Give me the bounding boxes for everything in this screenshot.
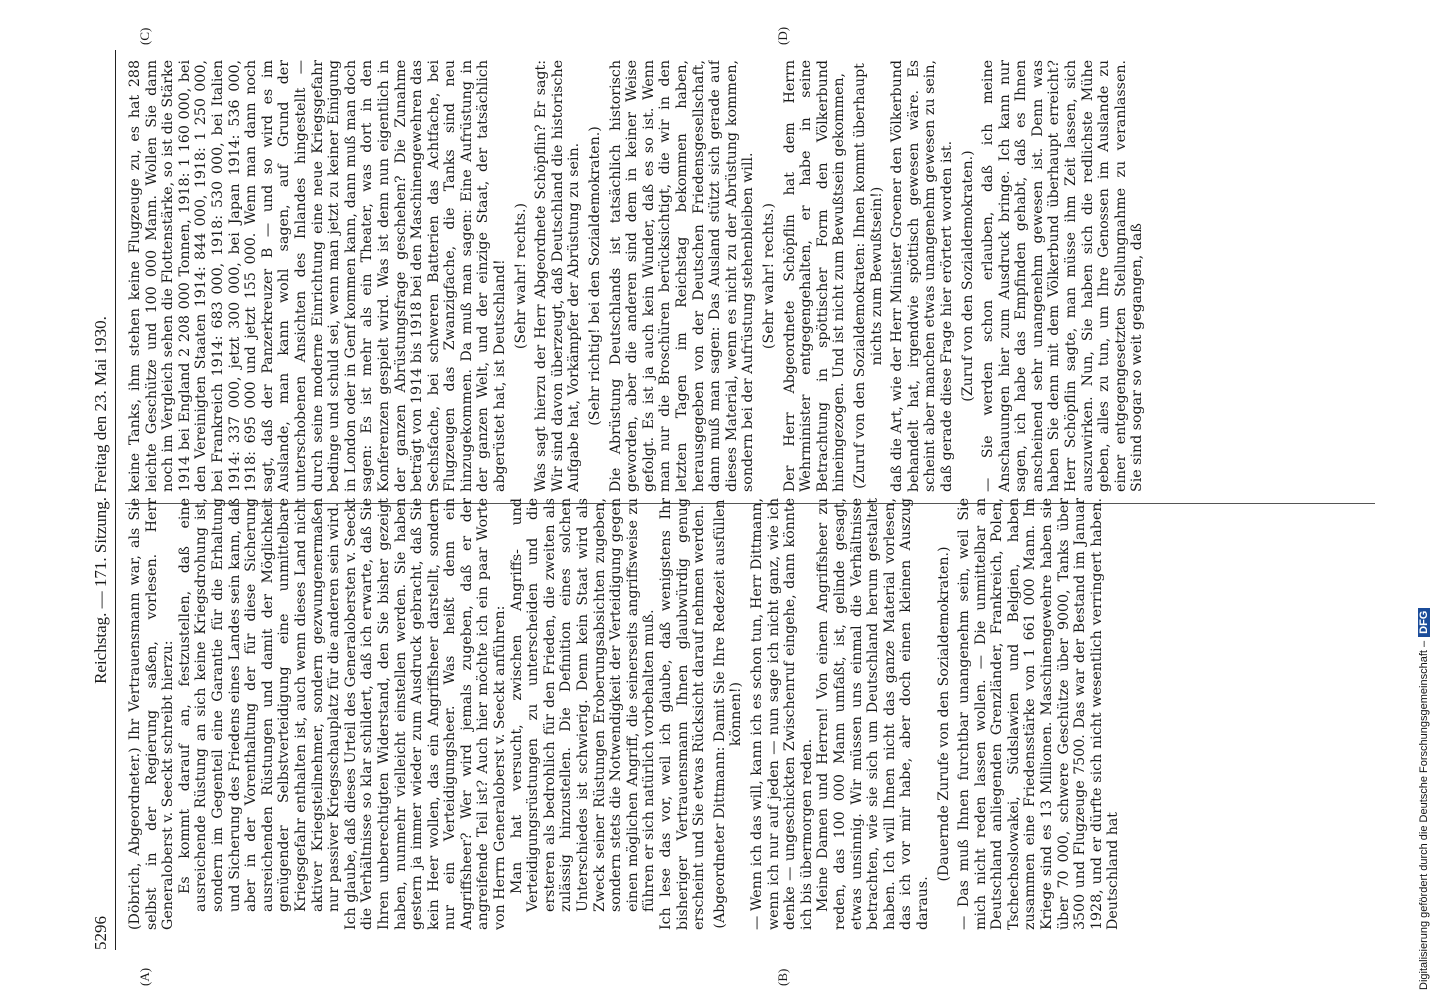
digitization-credit-strip [1418, 0, 1434, 1000]
margin-mark-a: (A) [137, 967, 152, 986]
margin-mark-c: (C) [137, 27, 152, 45]
rotated-document-page [85, 26, 1395, 986]
paragraph: Meine Damen und Herren! Von einem Angriffsheer zu reden, das 100 000 Mann umfaßt, ist, gelinde gesagt, etwas unsinnig. Wir müssen uns einmal die Verhältnisse betrachten, wie sie sich um Deutschland herum gestaltet haben. Ich will Ihnen nicht das ganze Material vorlesen, das ich vor mir habe, aber doch einen kleinen Auszug daraus. [815, 498, 931, 930]
interjection: (Abgeordneter Dittmann: Damit Sie Ihre Redezeit ausfüllen können!) [711, 499, 745, 929]
interjection: (Zuruf von den Sozialdemokraten.) [959, 150, 976, 402]
quotation: Es kommt darauf an, festzustellen, daß eine ausreichende Rüstung an sich keine Kriegsdrohung ist, sondern im Gegenteil eine Garantie für die Erhaltung und Sicherung des Friedens eines Landes sein kann, daß aber in der Vorenthaltung der für diese Sicherung ausreichenden Rüstungen und damit der Möglichkeit genügender Selbstverteidigung eine unmittelbare Kriegsgefahr enthalten ist, auch wenn dieses Land nicht aktiver Kriegsteilnehmer, sondern gezwungenermaßen nur passiver Kriegsschauplatz für die anderen sein wird. [176, 498, 343, 912]
paragraph: Der Herr Abgeordnete Schöpflin hat dem Herrn Wehrminister entgegengehalten, er habe in seine Betrachtung in spöttischer Form den Völkerbund hineingezogen. Und ist nicht zum Bewußtsein gekommen, [781, 60, 848, 492]
paragraph: — Das muß Ihnen furchtbar unangenehm sein, weil Sie mich nicht reden lassen wollen. — Die unmittelbar an Deutschland anliegenden Grenzländer, Frankreich, Polen, Tschechoslowakei, Südslawien und Belgien, haben zusammen eine Friedensstärke von 1 661 000 Mann. Im Kriege sind es 13 Millionen. Maschinengewehre haben sie über 70 000, schwere Geschütze über 9000, Tanks über 3500 und Flugzeuge 7500. Das war der Bestand im Januar 1928, und er dürfte sich nicht wesentlich verringert haben. Deutschland hat [956, 498, 1122, 930]
paragraph: — Wenn ich das will, kann ich es schon tun, Herr Dittmann, wenn ich nur auf jeden — nun sage ich nicht ganz, wie ich denke — ungeschickten Zwischenruf eingehe, dann könnte ich bis übermorgen reden. [748, 498, 815, 930]
page-number: 5296 [91, 916, 110, 950]
paragraph: Ich lese das vor, weil ich glaube, daß wenigstens Ihr bisheriger Vertrauensmann Ihnen glaubwürdig genug erscheint und Sie etwas Rücksicht darauf nehmen werden. [658, 498, 708, 930]
interjection: (Sehr wahr! rechts.) [512, 202, 529, 350]
paragraph: daß die Art, wie der Herr Minister Groener den Völkerbund behandelt hat, irgendwie spöttisch gewesen wäre. Es scheint aber manchen etwas unangenehm gewesen zu sein, daß gerade diese Frage hier erörtert worden ist. [889, 60, 955, 492]
running-title: Reichstag. — 171. Sitzung. Freitag den 23. Mai 1930. [91, 316, 110, 684]
quotation: Man hat versucht, zwischen Angriffs- und Verteidigungsrüstungen zu unterscheiden und die ersteren als bedrohlich für den Frieden, die zweiten als zulässig hinzustellen. Die Definition eines solchen Unterschiedes ist schwierig. Denn kein Staat wird als Zweck seiner Rüstungen Eroberungsabsichten zugeben, sondern stets die Notwendigkeit der Verteidigung gegen einen möglichen Angriff, die seinerseits angriffsweise zu führen er sich natürlich vorbehalten muß. [508, 498, 658, 912]
paragraph: Ich glaube, daß dieses Urteil des Generalobersten v. Seeckt die Verhältnisse so klar schildert, daß ich erwarte, daß Sie Ihren unberechtigten Widerstand, den Sie bisher gezeigt haben, nunmehr vielleicht einstellen werden. Sie haben gestern ja immer wieder zum Ausdruck gebracht, daß Sie kein Heer wollen, das ein Angriffsheer darstellt, sondern nur ein Verteidigungsheer. Was heißt denn ein Angriffsheer? Wer wird jemals zugeben, daß er der angreifende Teil ist? Auch hier möchte ich ein paar Worte von Herrn Generaloberst v. Seeckt anführen: [342, 498, 509, 930]
left-column [127, 498, 1367, 930]
paragraph: Die Abrüstung Deutschlands ist tatsächlich historisch geworden, aber die anderen sind dem in keiner Weise gefolgt. Es ist ja auch kein Wunder, daß es so ist. Wenn man nur die Broschüren berücksichtigt, die wir in den letzten Tagen im Reichstag bekommen haben, herausgegeben von der Deutschen Friedensgesellschaft, dann muß man sagen: Das Ausland stützt sich gerade auf dieses Material, wenn es nicht zu der Abrüstung kommen, sondern bei der Aufrüstung stehenbleiben will. [607, 60, 757, 492]
credit-text [1418, 30, 1430, 990]
paragraph: keine Tanks, ihm stehen keine Flugzeuge zu, es hat 288 leichte Geschütze und 100 000 Mann. Wollen Sie dann noch im Vergleich sehen die Flottenstärke, so ist die Stärke 1914 bei England 2 208 000 Tonnen, 1918: 1 160 000, bei den Vereinigten Staaten 1914: 844 000, 1918: 1 250 000, bei Frankreich 1914: 683 000, 1918: 530 000, bei Italien 1914: 337 000, jetzt 300 000, bei Japan 1914: 536 000, 1918: 695 000 und jetzt 155 000. Wenn man dann noch sagt, daß der Panzerkreuzer B — und so wird es im Auslande, man kann wohl sagen, auf Grund der unterschobenen Ansichten des Inlandes hingestellt — durch seine moderne Einrichtung eine neue Kriegsgefahr bedinge und schuld sei, wenn man jetzt zu keiner Einigung in London oder in Genf kommen kann, dann muß man doch sagen: Es ist mehr als ein Theater, was dort in den Konferenzen gespielt wird. Was ist denn nun eigentlich in der ganzen Abrüstungsfrage geschehen? Die Zunahme beträgt von 1914 bis 1918 bei den Maschinengewehren das Sechsfache, bei schweren Batterien das Achtfache, bei Flugzeugen das Zwanzigfache, die Tanks sind neu hinzugekommen. Da muß man sagen: Eine Aufrüstung in der ganzen Welt, und der einzige Staat, der tatsächlich abgerüstet hat, ist Deutschland! [127, 60, 509, 492]
margin-mark-d: (D) [775, 26, 790, 45]
paragraph: (Döbrich, Abgeordneter.) Ihr Vertrauensmann war, als Sie selbst in der Regierung saßen, vorlesen. Herr Generaloberst v. Seeckt schreibt hierzu: [127, 498, 177, 930]
interjection: (Dauernde Zurufe von den Sozialdemokraten.) [935, 546, 952, 882]
paragraph: Was sagt hierzu der Herr Abgeordnete Schöpflin? Er sagt: Wir sind davon überzeugt, daß Deutschland die historische Aufgabe hat, Vorkämpfer der Abrüstung zu sein. [533, 60, 583, 492]
margin-mark-b: (B) [775, 968, 790, 986]
interjection: (Sehr richtig! bei den Sozialdemokraten.) [587, 126, 604, 426]
interjection: (Sehr wahr! rechts.) [760, 202, 777, 350]
interjection: (Zuruf von den Sozialdemokraten: Ihnen kommt überhaupt nichts zum Bewußtsein!) [851, 63, 885, 489]
right-column [127, 60, 1367, 492]
header-rule [115, 50, 116, 950]
paragraph: — Sie werden schon erlauben, daß ich meine Anschauungen hier zum Ausdruck bringe. Ich kann nur sagen, ich habe das Empfinden gehabt, daß es Ihnen anscheinend sehr unangenehm gewesen ist. Denn was haben Sie denn mit dem Völkerbund überhaupt erreicht? Herr Schöpflin sagte, man müsse ihm Zeit lassen, sich auszuwirken. Nun, Sie haben sich die redlichste Mühe geben, alles zu tun, um Ihre Genossen im Auslande zu einer entgegengesetzten Stellungnahme zu veranlassen. Sie sind sogar so weit gegangen, daß [980, 60, 1146, 492]
page-header [85, 50, 117, 950]
credit-line: Digitalisierung gefördert durch die Deutsche Forschungsgemeinschaft – [1418, 640, 1430, 990]
dfg-logo: DFG [1418, 608, 1430, 637]
